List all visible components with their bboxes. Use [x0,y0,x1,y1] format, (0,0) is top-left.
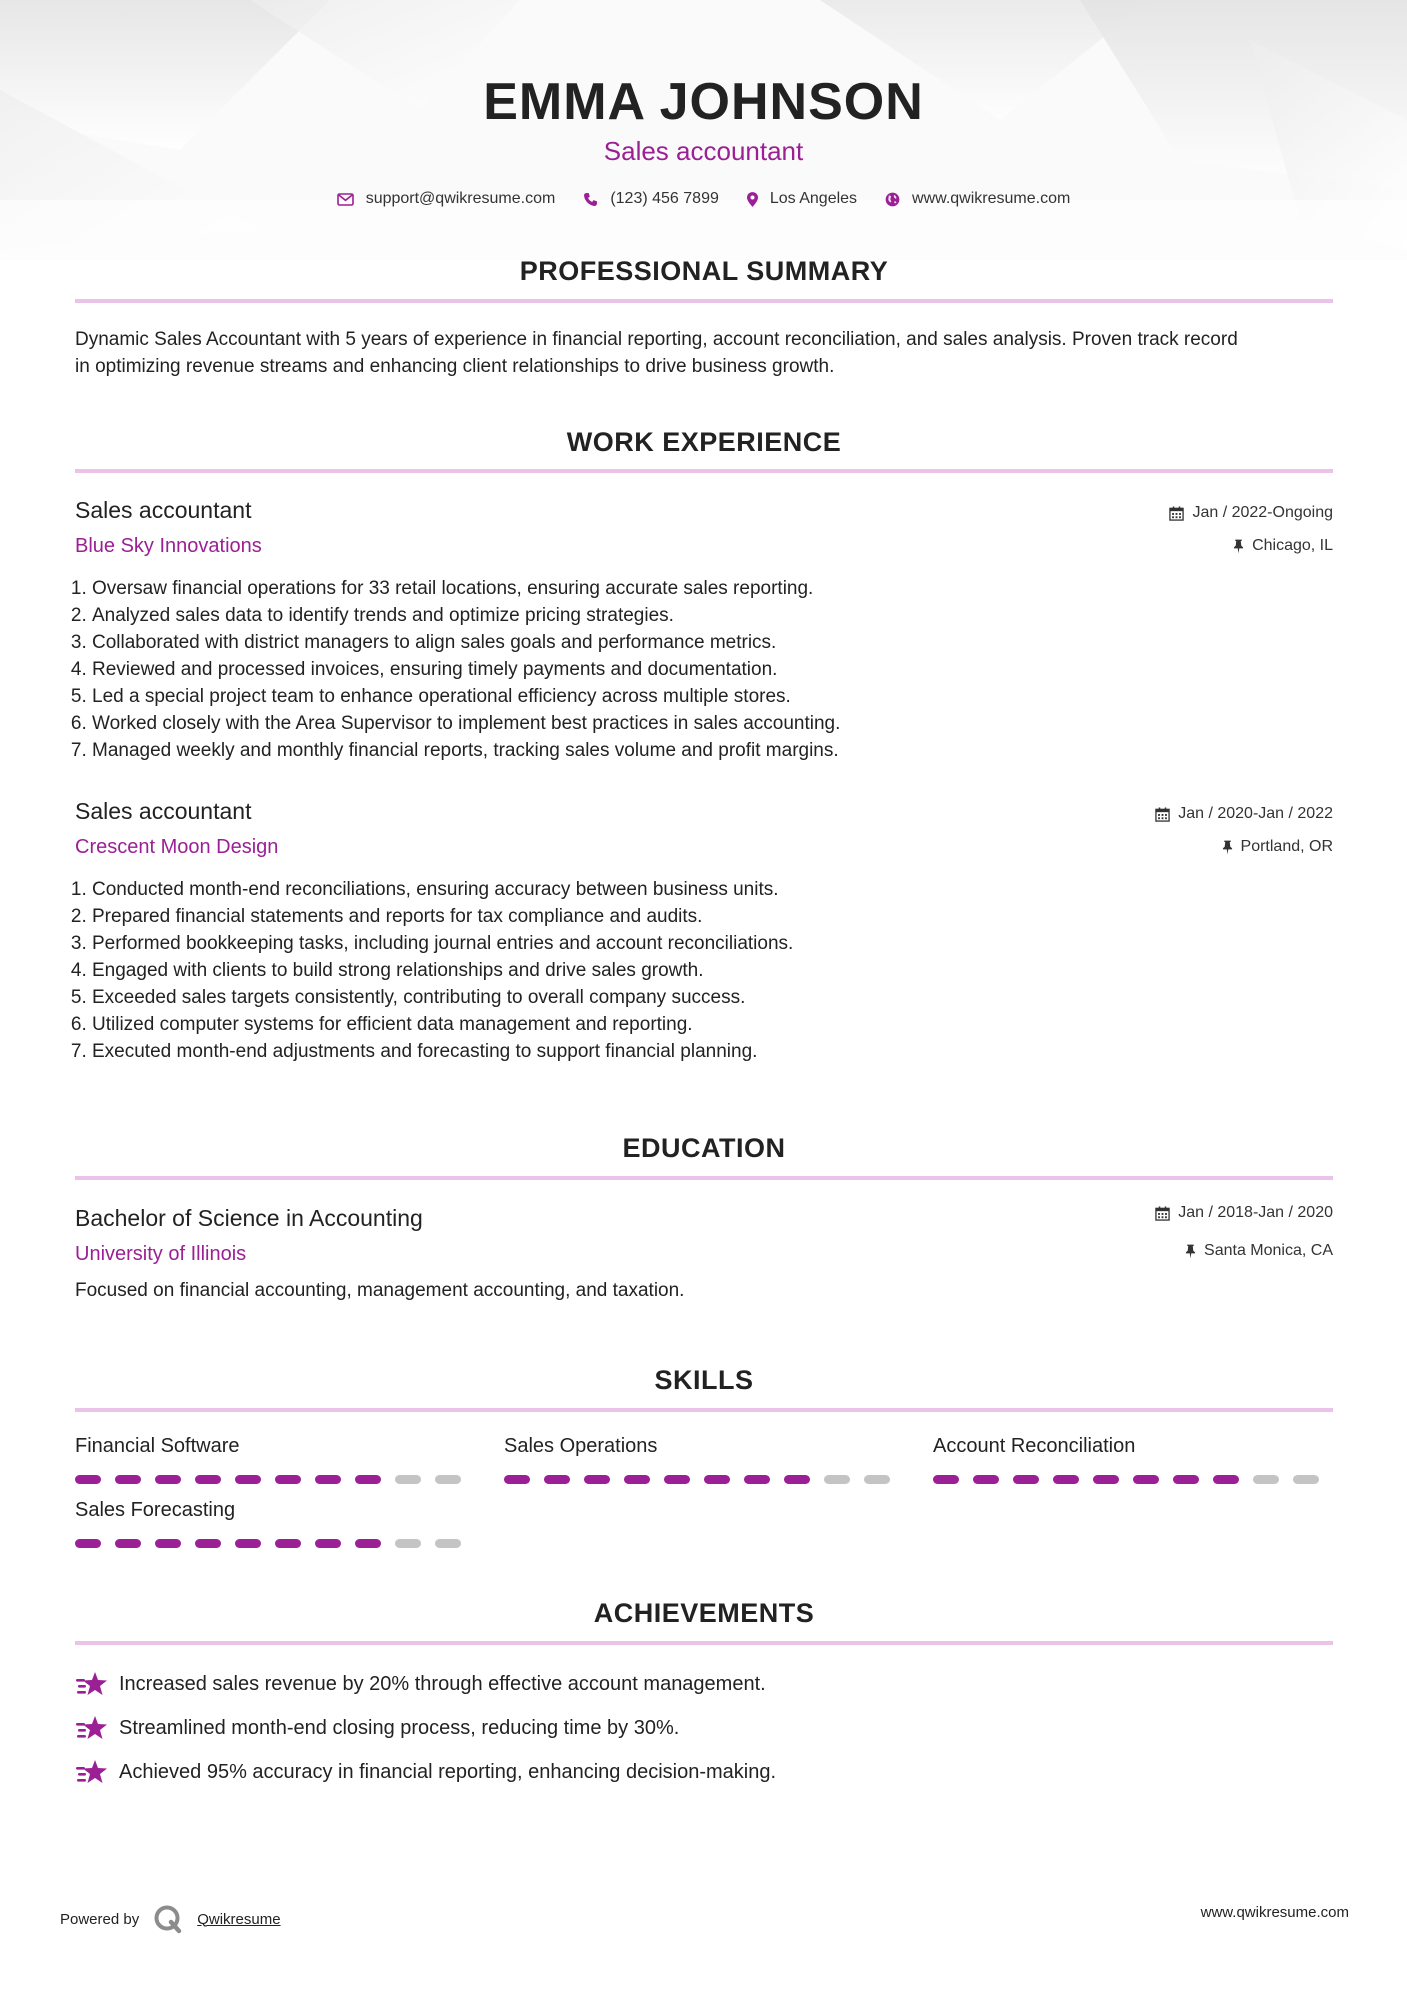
contact-location [747,190,857,208]
summary-heading: PROFESSIONAL SUMMARY [519,256,889,286]
job-1-role: Sales accountant [75,497,252,523]
skill-item [75,1499,475,1548]
contact-website[interactable] [885,190,1070,208]
job-1-company: Blue Sky Innovations [75,535,262,557]
list-item: 7. Executed month-end adjustments and forecasting to support financial planning. [92,1038,1192,1065]
list-item: 7. Managed weekly and monthly financial reports, tracking sales volume and profit margins. [92,737,1192,764]
skill-dot-filled [784,1475,810,1484]
pushpin-icon [1233,539,1244,554]
skill-dot-filled [75,1539,101,1548]
skill-level-bar [933,1475,1333,1484]
skill-dot-filled [1053,1475,1079,1484]
skill-dot-filled [235,1475,261,1484]
education-degree: Bachelor of Science in Accounting [75,1205,423,1231]
job-1-location-text: Chicago, IL [1252,537,1333,554]
job-2-dates [1155,805,1333,823]
skill-dot-filled [275,1539,301,1548]
skill-dot-filled [155,1475,181,1484]
skills-divider [75,1408,1333,1412]
experience-heading: WORK EXPERIENCE [566,427,842,457]
skill-dot-filled [355,1539,381,1548]
education-heading: EDUCATION [622,1133,786,1163]
achievements-divider [75,1641,1333,1645]
list-item: 4. Engaged with clients to build strong relationships and drive sales growth. [92,957,1192,984]
contact-email[interactable] [337,190,556,208]
job-1-dates [1169,504,1333,522]
skill-item [75,1435,475,1484]
list-item: 6. Utilized computer systems for efficient data management and reporting. [92,1011,1192,1038]
achievement-text: Increased sales revenue by 20% through effective account management. [119,1672,766,1695]
education-location-text: Santa Monica, CA [1204,1242,1333,1259]
summary-line: Dynamic Sales Accountant with 5 years of experience in financial reporting, account reconciliation, and sales analysis. Proven track record [75,329,1238,350]
skill-name: Account Reconciliation [933,1435,1136,1457]
skills-heading: SKILLS [654,1365,754,1395]
job-1-dates-text: Jan / 2022-Ongoing [1192,504,1333,521]
skill-name: Sales Forecasting [75,1499,236,1521]
skill-dot-filled [504,1475,530,1484]
job-2-role: Sales accountant [75,798,252,824]
skill-dot-empty [824,1475,850,1484]
experience-divider [75,469,1333,473]
list-item: 2. Prepared financial statements and reports for tax compliance and audits. [92,903,1192,930]
achievement-item [75,1714,679,1742]
contact-bar [0,190,1407,208]
skill-dot-filled [1013,1475,1039,1484]
summary-line: in optimizing revenue streams and enhancing client relationships to drive business growth. [75,356,835,377]
skill-dot-filled [315,1475,341,1484]
education-dates-text: Jan / 2018-Jan / 2020 [1178,1204,1333,1221]
skill-dot-filled [115,1539,141,1548]
map-pin-icon [747,192,758,207]
pushpin-icon [1185,1244,1196,1259]
skill-dot-empty [864,1475,890,1484]
summary-divider [75,299,1333,303]
skill-dot-empty [395,1539,421,1548]
skill-dot-filled [195,1539,221,1548]
skill-item [933,1435,1333,1484]
qwikresume-logo-icon [153,1904,183,1934]
skill-level-bar [75,1539,475,1548]
list-item: 4. Reviewed and processed invoices, ensuring timely payments and documentation. [92,656,1192,683]
calendar-icon [1169,506,1184,521]
summary-text [75,326,1355,380]
skill-name: Financial Software [75,1435,240,1457]
globe-icon [885,192,900,207]
footer-website-link[interactable]: www.qwikresume.com [1200,1904,1349,1921]
skill-dot-filled [355,1475,381,1484]
skill-dot-filled [155,1539,181,1548]
skill-dot-empty [1253,1475,1279,1484]
achievement-text: Streamlined month-end closing process, reducing time by 30%. [119,1716,680,1739]
job-1-location [1233,537,1333,555]
calendar-icon [1155,1206,1170,1221]
shooting-star-icon [75,1758,109,1786]
skill-dot-filled [584,1475,610,1484]
candidate-name: EMMA JOHNSON [483,73,924,131]
achievement-text: Achieved 95% accuracy in financial reporting, enhancing decision-making. [119,1760,777,1783]
contact-email-text: support@qwikresume.com [365,190,556,207]
skill-dot-filled [933,1475,959,1484]
list-item: 3. Performed bookkeeping tasks, including journal entries and account reconciliations. [92,930,1192,957]
footer-powered-by [60,1904,281,1934]
job-2-company: Crescent Moon Design [75,836,279,858]
education-location [1185,1242,1333,1260]
skill-dot-filled [744,1475,770,1484]
list-item: 5. Led a special project team to enhance operational efficiency across multiple stores. [92,683,1192,710]
education-description: Focused on financial accounting, management accounting, and taxation. [75,1280,685,1301]
skill-dot-empty [435,1475,461,1484]
skill-level-bar [504,1475,904,1484]
list-item: 1. Oversaw financial operations for 33 retail locations, ensuring accurate sales reporting. [92,575,1192,602]
job-1-bullets [68,575,1192,764]
contact-website-text: www.qwikresume.com [912,190,1071,207]
education-dates [1155,1204,1333,1222]
skill-dot-filled [75,1475,101,1484]
contact-phone[interactable] [583,190,719,208]
skill-item [504,1435,904,1484]
powered-by-label: Powered by [60,1910,140,1928]
skill-level-bar [75,1475,475,1484]
skill-dot-filled [115,1475,141,1484]
achievement-item [75,1758,776,1786]
phone-icon [583,192,598,207]
skill-name: Sales Operations [504,1435,658,1457]
skill-dot-filled [704,1475,730,1484]
skill-dot-empty [435,1539,461,1548]
education-school: University of Illinois [75,1243,247,1265]
pushpin-icon [1222,840,1233,855]
job-2-location [1222,838,1333,856]
education-divider [75,1176,1333,1180]
skill-dot-filled [973,1475,999,1484]
list-item: 2. Analyzed sales data to identify trends and optimize pricing strategies. [92,602,1192,629]
skill-dot-filled [664,1475,690,1484]
shooting-star-icon [75,1670,109,1698]
skill-dot-empty [395,1475,421,1484]
skill-dot-filled [315,1539,341,1548]
achievement-item [75,1670,766,1698]
skill-dot-filled [1093,1475,1119,1484]
calendar-icon [1155,807,1170,822]
achievements-heading: ACHIEVEMENTS [593,1598,815,1628]
skill-dot-filled [624,1475,650,1484]
skill-dot-filled [544,1475,570,1484]
skill-dot-filled [195,1475,221,1484]
job-2-bullets [68,876,1192,1065]
skill-dot-filled [235,1539,261,1548]
job-2-location-text: Portland, OR [1240,838,1333,855]
candidate-title: Sales accountant [603,136,804,166]
qwikresume-link[interactable]: Qwikresume [197,1910,281,1928]
shooting-star-icon [75,1714,109,1742]
skill-dot-filled [275,1475,301,1484]
list-item: 1. Conducted month-end reconciliations, ensuring accuracy between business units. [92,876,1192,903]
job-2-dates-text: Jan / 2020-Jan / 2022 [1178,805,1333,822]
skill-dot-filled [1133,1475,1159,1484]
skill-dot-empty [1293,1475,1319,1484]
skill-dot-filled [1213,1475,1239,1484]
contact-phone-text: (123) 456 7899 [610,190,719,207]
skill-dot-filled [1173,1475,1199,1484]
list-item: 5. Exceeded sales targets consistently, contributing to overall company success. [92,984,1192,1011]
list-item: 6. Worked closely with the Area Supervisor to implement best practices in sales accounting. [92,710,1192,737]
contact-location-text: Los Angeles [769,190,858,207]
list-item: 3. Collaborated with district managers to align sales goals and performance metrics. [92,629,1192,656]
envelope-icon [337,193,354,206]
